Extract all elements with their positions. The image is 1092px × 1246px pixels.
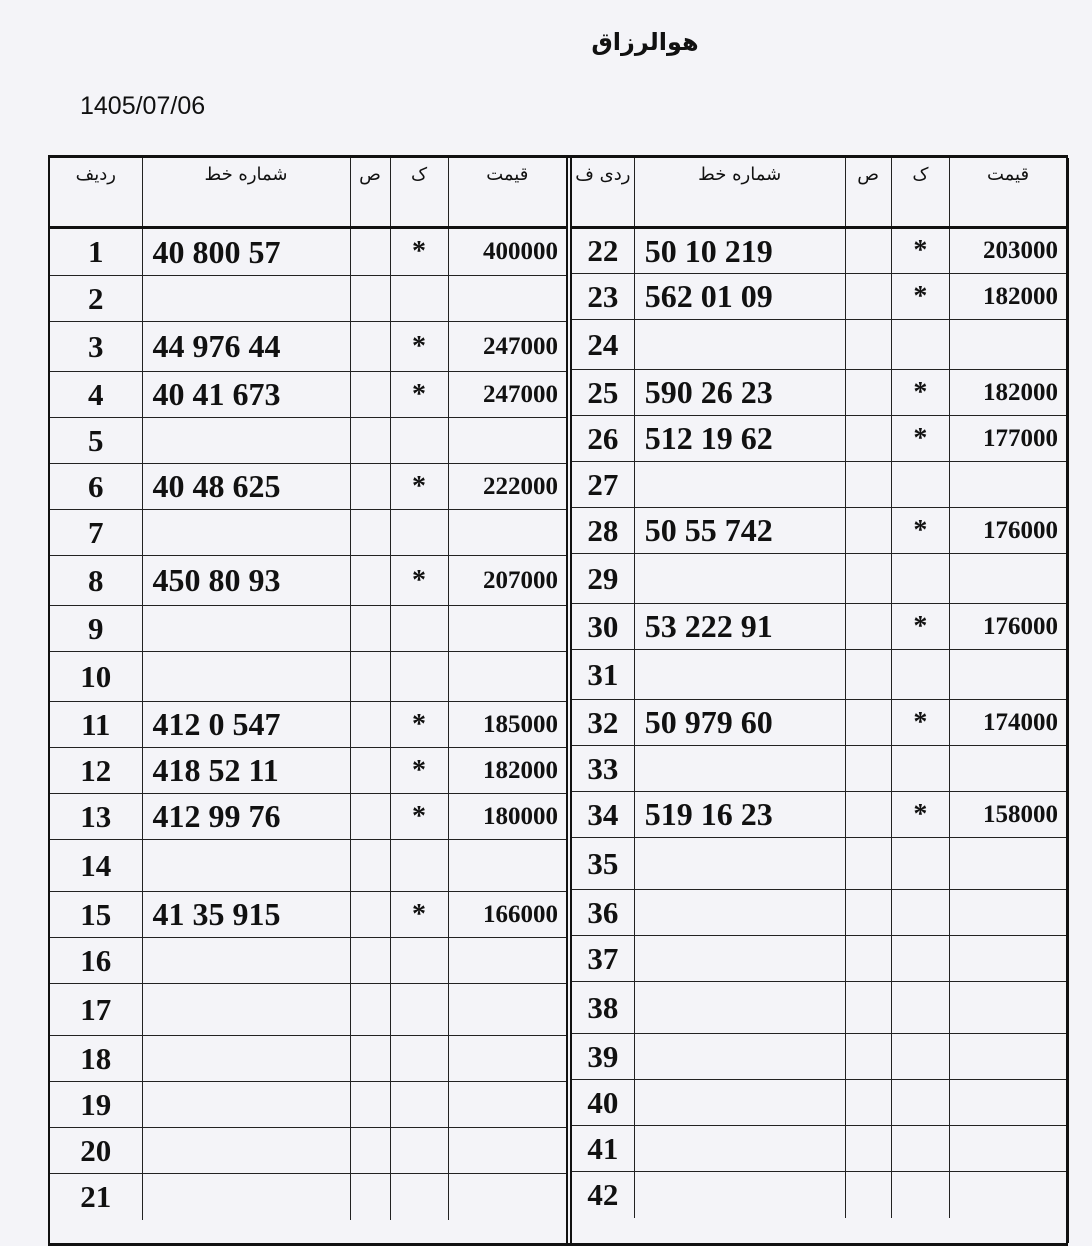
table-row [572, 982, 1066, 1034]
row-number: 19 [50, 1082, 142, 1128]
k-mark [891, 890, 949, 936]
s-mark [845, 320, 891, 370]
k-mark: * [891, 274, 949, 320]
row-number: 40 [572, 1080, 634, 1126]
k-mark [390, 606, 448, 652]
line-number: 50 55 742 [634, 508, 845, 554]
price: 166000 [448, 892, 566, 938]
s-mark [845, 1080, 891, 1126]
line-number [634, 1126, 845, 1172]
row-number: 26 [572, 416, 634, 462]
price: 185000 [448, 702, 566, 748]
price: 182000 [950, 274, 1067, 320]
row-number: 17 [50, 984, 142, 1036]
line-number: 50 979 60 [634, 700, 845, 746]
s-mark [845, 890, 891, 936]
line-number [142, 276, 350, 322]
k-mark: * [390, 748, 448, 794]
line-number: 53 222 91 [634, 604, 845, 650]
col-header-price: قیمت [950, 158, 1067, 228]
row-number: 36 [572, 890, 634, 936]
s-mark [845, 982, 891, 1034]
s-mark [350, 984, 390, 1036]
k-mark: * [891, 604, 949, 650]
line-number: 50 10 219 [634, 228, 845, 274]
line-number: 512 19 62 [634, 416, 845, 462]
line-number: 40 800 57 [142, 228, 350, 276]
k-mark [390, 1036, 448, 1082]
line-number [634, 982, 845, 1034]
k-mark: * [390, 228, 448, 276]
price [950, 838, 1067, 890]
row-number: 42 [572, 1172, 634, 1218]
price [950, 890, 1067, 936]
row-number: 1 [50, 228, 142, 276]
line-number: 44 976 44 [142, 322, 350, 372]
col-header-row-no: ردیف [50, 158, 142, 228]
table-row [50, 464, 566, 510]
s-mark [350, 702, 390, 748]
k-mark [891, 838, 949, 890]
price [448, 1036, 566, 1082]
s-mark [845, 554, 891, 604]
line-number [634, 1080, 845, 1126]
price [448, 1082, 566, 1128]
row-number: 15 [50, 892, 142, 938]
k-mark [891, 982, 949, 1034]
row-number: 13 [50, 794, 142, 840]
row-number: 16 [50, 938, 142, 984]
price: 182000 [448, 748, 566, 794]
table-row [572, 746, 1066, 792]
k-mark: * [891, 228, 949, 274]
line-number [142, 418, 350, 464]
table-row [572, 554, 1066, 604]
row-number: 22 [572, 228, 634, 274]
price [950, 936, 1067, 982]
col-header-line-number: شماره خط [142, 158, 350, 228]
line-number [634, 320, 845, 370]
k-mark [891, 1080, 949, 1126]
row-number: 33 [572, 746, 634, 792]
price [448, 510, 566, 556]
line-number [142, 606, 350, 652]
row-number: 9 [50, 606, 142, 652]
row-number: 11 [50, 702, 142, 748]
s-mark [845, 1172, 891, 1218]
row-number: 2 [50, 276, 142, 322]
left-panel [48, 158, 568, 1243]
table-row [572, 416, 1066, 462]
k-mark: * [390, 702, 448, 748]
row-number: 38 [572, 982, 634, 1034]
line-number [142, 984, 350, 1036]
s-mark [845, 792, 891, 838]
k-mark [390, 1128, 448, 1174]
row-number: 25 [572, 370, 634, 416]
row-number: 12 [50, 748, 142, 794]
table-row [572, 936, 1066, 982]
table-row [50, 556, 566, 606]
row-number: 41 [572, 1126, 634, 1172]
k-mark: * [891, 700, 949, 746]
s-mark [845, 604, 891, 650]
s-mark [350, 938, 390, 984]
line-number [634, 1034, 845, 1080]
k-mark: * [390, 322, 448, 372]
table-row [50, 652, 566, 702]
k-mark: * [891, 508, 949, 554]
row-number: 37 [572, 936, 634, 982]
k-mark: * [891, 416, 949, 462]
table-row [572, 1080, 1066, 1126]
s-mark [350, 652, 390, 702]
row-number: 21 [50, 1174, 142, 1220]
table-row [50, 1036, 566, 1082]
row-number: 24 [572, 320, 634, 370]
table-row [50, 748, 566, 794]
line-number [142, 510, 350, 556]
k-mark [390, 652, 448, 702]
line-number: 519 16 23 [634, 792, 845, 838]
table-row [572, 700, 1066, 746]
table-row [572, 370, 1066, 416]
s-mark [845, 274, 891, 320]
k-mark [390, 984, 448, 1036]
table-row [50, 1174, 566, 1220]
line-number [142, 1082, 350, 1128]
s-mark [350, 794, 390, 840]
k-mark [891, 746, 949, 792]
k-mark [390, 276, 448, 322]
left-table [50, 158, 566, 1220]
document-date: 1405/07/06 [80, 92, 206, 120]
table-row [572, 274, 1066, 320]
table-row [50, 606, 566, 652]
row-number: 31 [572, 650, 634, 700]
s-mark [845, 370, 891, 416]
table-row [50, 1082, 566, 1128]
table-row [50, 892, 566, 938]
k-mark: * [891, 792, 949, 838]
price [950, 1172, 1067, 1218]
price [950, 554, 1067, 604]
table-row [572, 1034, 1066, 1080]
s-mark [350, 418, 390, 464]
right-table [572, 158, 1066, 1218]
k-mark [891, 1126, 949, 1172]
s-mark [845, 462, 891, 508]
k-mark [390, 510, 448, 556]
k-mark: * [390, 892, 448, 938]
line-number [634, 746, 845, 792]
table-row [50, 322, 566, 372]
s-mark [845, 508, 891, 554]
line-number [142, 840, 350, 892]
table-row [572, 228, 1066, 274]
row-number: 18 [50, 1036, 142, 1082]
price: 203000 [950, 228, 1067, 274]
table-row [572, 320, 1066, 370]
col-header-k: ک [891, 158, 949, 228]
col-header-line-number: شماره خط [634, 158, 845, 228]
s-mark [845, 838, 891, 890]
row-number: 30 [572, 604, 634, 650]
price [950, 982, 1067, 1034]
price-list-sheet [48, 155, 1068, 1246]
s-mark [350, 748, 390, 794]
price [950, 462, 1067, 508]
price: 182000 [950, 370, 1067, 416]
k-mark: * [390, 794, 448, 840]
table-row [572, 650, 1066, 700]
price [448, 1174, 566, 1220]
price [448, 606, 566, 652]
k-mark: * [390, 464, 448, 510]
s-mark [350, 892, 390, 938]
line-number: 590 26 23 [634, 370, 845, 416]
price: 158000 [950, 792, 1067, 838]
line-number [634, 462, 845, 508]
price: 400000 [448, 228, 566, 276]
line-number: 412 99 76 [142, 794, 350, 840]
k-mark [390, 1174, 448, 1220]
line-number: 562 01 09 [634, 274, 845, 320]
line-number [142, 1128, 350, 1174]
k-mark: * [390, 372, 448, 418]
price [950, 320, 1067, 370]
line-number [142, 1036, 350, 1082]
s-mark [350, 840, 390, 892]
table-row [50, 228, 566, 276]
k-mark: * [891, 370, 949, 416]
table-row [50, 1128, 566, 1174]
table-row [572, 508, 1066, 554]
s-mark [350, 1174, 390, 1220]
line-number [142, 1174, 350, 1220]
line-number [142, 652, 350, 702]
price: 176000 [950, 508, 1067, 554]
price [950, 1080, 1067, 1126]
row-number: 14 [50, 840, 142, 892]
k-mark [891, 320, 949, 370]
row-number: 10 [50, 652, 142, 702]
line-number [142, 938, 350, 984]
s-mark [350, 1082, 390, 1128]
price [448, 276, 566, 322]
s-mark [350, 322, 390, 372]
price: 247000 [448, 372, 566, 418]
row-number: 4 [50, 372, 142, 418]
s-mark [350, 372, 390, 418]
price: 247000 [448, 322, 566, 372]
price [448, 652, 566, 702]
price: 207000 [448, 556, 566, 606]
row-number: 32 [572, 700, 634, 746]
table-row [572, 604, 1066, 650]
row-number: 8 [50, 556, 142, 606]
s-mark [845, 700, 891, 746]
price [950, 1034, 1067, 1080]
line-number: 450 80 93 [142, 556, 350, 606]
price: 176000 [950, 604, 1067, 650]
price [448, 984, 566, 1036]
s-mark [845, 650, 891, 700]
table-row [572, 1126, 1066, 1172]
price: 180000 [448, 794, 566, 840]
k-mark [891, 1172, 949, 1218]
table-row [50, 276, 566, 322]
s-mark [845, 746, 891, 792]
table-row [572, 838, 1066, 890]
line-number: 40 41 673 [142, 372, 350, 418]
s-mark [350, 228, 390, 276]
price [950, 1126, 1067, 1172]
price [950, 650, 1067, 700]
line-number: 40 48 625 [142, 464, 350, 510]
k-mark [891, 936, 949, 982]
row-number: 3 [50, 322, 142, 372]
table-row [572, 462, 1066, 508]
row-number: 6 [50, 464, 142, 510]
right-panel [570, 158, 1069, 1243]
row-number: 39 [572, 1034, 634, 1080]
line-number: 412 0 547 [142, 702, 350, 748]
line-number [634, 554, 845, 604]
s-mark [350, 510, 390, 556]
k-mark [390, 938, 448, 984]
row-number: 27 [572, 462, 634, 508]
table-row [50, 984, 566, 1036]
k-mark [390, 1082, 448, 1128]
s-mark [350, 464, 390, 510]
row-number: 28 [572, 508, 634, 554]
row-number: 7 [50, 510, 142, 556]
col-header-s: ص [350, 158, 390, 228]
price [448, 1128, 566, 1174]
k-mark [891, 1034, 949, 1080]
table-row [50, 418, 566, 464]
row-number: 29 [572, 554, 634, 604]
s-mark [845, 416, 891, 462]
price [448, 938, 566, 984]
line-number: 41 35 915 [142, 892, 350, 938]
table-row [50, 840, 566, 892]
col-header-row-no: ردی ف [572, 158, 634, 228]
price [950, 746, 1067, 792]
s-mark [845, 228, 891, 274]
s-mark [845, 1034, 891, 1080]
k-mark [891, 650, 949, 700]
col-header-k: ک [390, 158, 448, 228]
line-number [634, 936, 845, 982]
col-header-price: قیمت [448, 158, 566, 228]
price [448, 418, 566, 464]
page-title: هوالرزاق [591, 28, 699, 56]
k-mark [891, 554, 949, 604]
table-row [572, 1172, 1066, 1218]
s-mark [845, 936, 891, 982]
table-row [50, 938, 566, 984]
price: 222000 [448, 464, 566, 510]
table-row [572, 792, 1066, 838]
line-number [634, 650, 845, 700]
line-number: 418 52 11 [142, 748, 350, 794]
s-mark [350, 1128, 390, 1174]
table-row [50, 510, 566, 556]
row-number: 34 [572, 792, 634, 838]
k-mark [891, 462, 949, 508]
table-row [50, 794, 566, 840]
k-mark: * [390, 556, 448, 606]
line-number [634, 890, 845, 936]
k-mark [390, 840, 448, 892]
line-number [634, 1172, 845, 1218]
col-header-s: ص [845, 158, 891, 228]
s-mark [350, 556, 390, 606]
table-row [50, 702, 566, 748]
table-row [50, 372, 566, 418]
s-mark [350, 276, 390, 322]
row-number: 5 [50, 418, 142, 464]
price: 177000 [950, 416, 1067, 462]
row-number: 23 [572, 274, 634, 320]
s-mark [845, 1126, 891, 1172]
price [448, 840, 566, 892]
s-mark [350, 606, 390, 652]
row-number: 35 [572, 838, 634, 890]
price: 174000 [950, 700, 1067, 746]
row-number: 20 [50, 1128, 142, 1174]
k-mark [390, 418, 448, 464]
s-mark [350, 1036, 390, 1082]
line-number [634, 838, 845, 890]
table-row [572, 890, 1066, 936]
